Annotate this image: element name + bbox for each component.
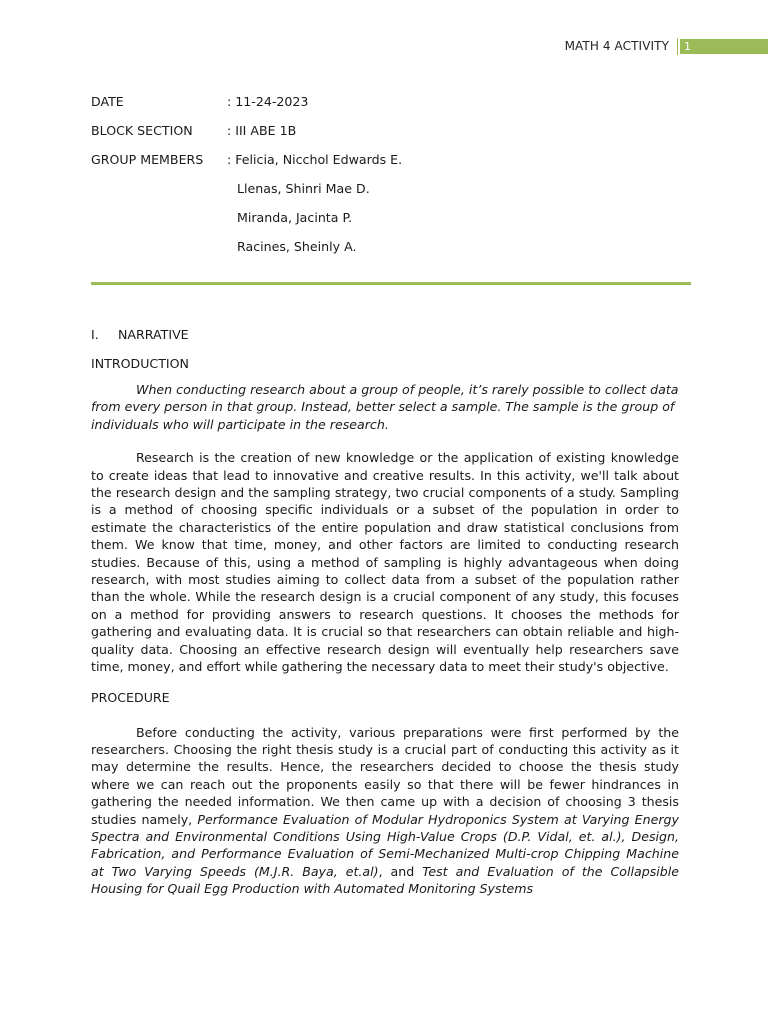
page-number: 1 <box>684 40 691 53</box>
introduction-heading: INTRODUCTION <box>91 356 189 371</box>
group-member-4: Racines, Sheinly A. <box>237 239 357 254</box>
page-header <box>0 38 768 55</box>
group-members-row <box>91 150 691 179</box>
section-divider <box>91 282 691 285</box>
header-divider <box>677 38 678 55</box>
date-label: DATE <box>91 94 124 109</box>
introduction-paragraph: Research is the creation of new knowledge or the application of existing knowledge to create ideas that lead to innovative and creative results. In this activity, we'll talk about the research design and the sampling strategy, two crucial components of a study. Sampling is a method of choosing specific individuals or a subset of the population in order to estimate the characteristics of the entire population and draw statistical conclusions from them. We know that time, money, and other factors are limited to conducting research studies. Because of this, using a method of sampling is highly advantageous when doing research, with most studies aiming to collect data from a subset of the population rather than the whole. While the research design is a crucial component of any study, this focuses on a method for providing answers to research questions. It chooses the methods for gathering and evaluating data. It is crucial so that researchers can obtain reliable and high-quality data. Choosing an effective research design will eventually help researchers save time, money, and effort while gathering the necessary data to meet their study's objective. <box>91 450 679 675</box>
procedure-paragraph <box>91 724 679 898</box>
group-member-row <box>91 237 691 266</box>
procedure-text-2: , and <box>378 863 423 879</box>
block-section-label: BLOCK SECTION <box>91 123 193 138</box>
group-member-3: Miranda, Jacinta P. <box>237 210 353 225</box>
document-body <box>91 325 679 898</box>
page-number-box <box>680 39 768 54</box>
procedure-thesis-titles: Performance Evaluation of Modular Hydroponics System at Varying Energy Spectra and Environmental Conditions Using High-Value Crops (D.P. Vidal, et. al.), Design, Fabrication, and Performance Evaluation of Semi-Mechanized Multi-crop Chipping Machine at Two Varying Speeds (M.J.R. Baya, et.al) <box>91 811 679 879</box>
block-section-value: : III ABE 1B <box>227 123 297 138</box>
group-member-row <box>91 208 691 237</box>
block-section-row <box>91 121 691 150</box>
introduction-italic-paragraph: When conducting research about a group of people, it’s rarely possible to collect data from every person in that group. Instead, better select a sample. The sample is the group of individuals who will participate in the research. <box>91 382 679 432</box>
section-heading <box>91 325 679 345</box>
procedure-heading: PROCEDURE <box>91 689 170 705</box>
section-title: NARRATIVE <box>118 327 189 342</box>
procedure-text-1: Before conducting the activity, various preparations were first performed by the researchers. Choosing the right thesis study is a crucial part of conducting this activity as it may determine the results. Hence, the researchers decided to choose the thesis study where we can reach out the proponents easily so that there will be fewer hindrances in gathering the needed information. We then came up with a decision of choosing 3 thesis studies namely, <box>91 724 679 827</box>
group-members-label: GROUP MEMBERS <box>91 152 204 167</box>
procedure-thesis-title-3: Test and Evaluation of the Collapsible Housing for Quail Egg Production with Automated Monitoring Systems <box>91 863 680 897</box>
section-number: I. <box>91 327 99 342</box>
group-member-row <box>91 179 691 208</box>
date-value: : 11-24-2023 <box>227 94 309 109</box>
group-member-1: : Felicia, Nicchol Edwards E. <box>227 152 403 167</box>
info-block <box>91 92 691 266</box>
header-title: MATH 4 ACTIVITY <box>564 39 669 53</box>
group-member-2: Llenas, Shinri Mae D. <box>237 181 370 196</box>
date-row <box>91 92 691 121</box>
